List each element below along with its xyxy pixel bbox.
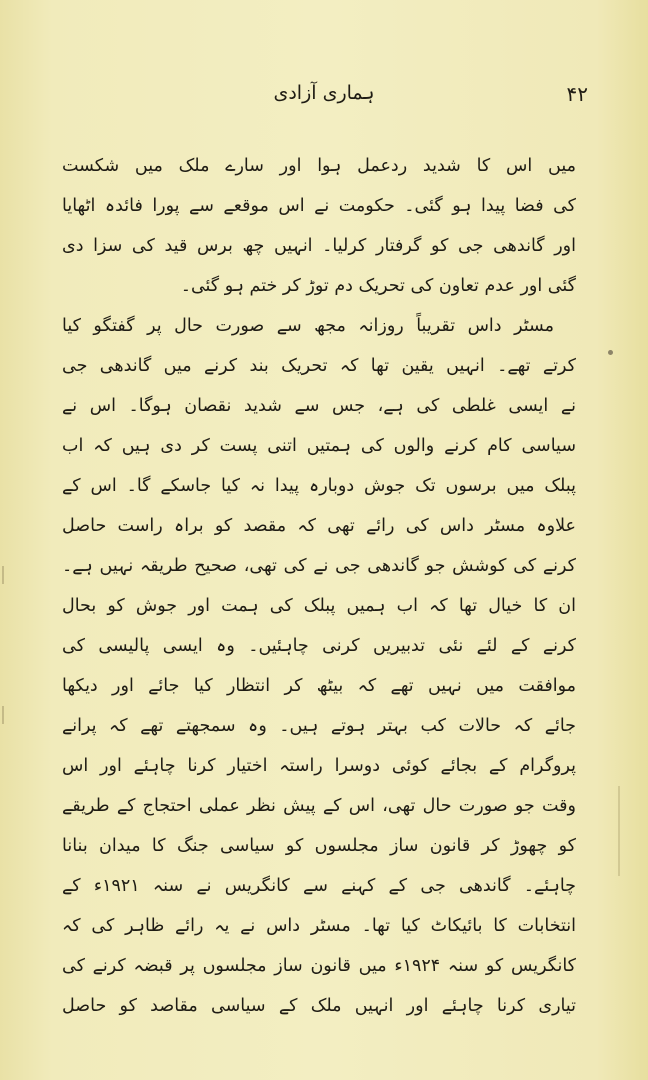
- text-line-15: جائے کہ حالات کب بہتر ہوتے ہیں۔ وہ سمجھتے تھے کہ پرانے: [62, 716, 576, 736]
- body-text: [62, 146, 576, 1026]
- text-line-7: نے ایسی غلطی کی ہے، جس سے شدید نقصان ہوگا۔ اس نے: [62, 396, 576, 416]
- text-line-18: کو چھوڑ کر قانون ساز مجلسوں کو سیاسی جنگ کا میدان بنانا: [62, 836, 576, 856]
- text-line-9: پبلک میں برسوں تک جوش دوبارہ پیدا نہ کیا جاسکے گا۔ اس کے: [62, 476, 576, 496]
- margin-pencil-mark: [618, 786, 620, 876]
- binding-hole-mark: [2, 566, 14, 584]
- text-line-16: پروگرام کے بجائے کوئی دوسرا راستہ اختیار کرنا چاہئے اور اس: [62, 756, 576, 776]
- text-line-6: کرتے تھے۔ انہیں یقین تھا کہ تحریک بند کرنے میں گاندھی جی: [62, 356, 576, 376]
- page-number: ۴۲: [566, 82, 588, 106]
- text-line-11: کرنے کی کوشش جو گاندھی جی نے کی تھی، صحیح طریقہ نہیں ہے۔: [62, 556, 576, 576]
- margin-spot: [608, 350, 613, 355]
- text-line-21: کانگریس کو سنہ ۱۹۲۴ء میں قانون ساز مجلسوں پر قبضہ کرنے کی: [62, 956, 576, 976]
- text-line-19: چاہئے۔ گاندھی جی کے کہنے سے کانگریس نے سنہ ۱۹۲۱ء کے: [62, 876, 576, 896]
- text-line-17: وقت جو صورت حال تھی، اس کے پیش نظر عملی احتجاج کے طریقے: [62, 796, 576, 816]
- text-line-4: گئی اور عدم تعاون کی تحریک دم توڑ کر ختم ہو گئی۔: [180, 276, 576, 296]
- text-line-10: علاوہ مسٹر داس کی رائے تھی کہ مقصد کو براہ راست حاصل: [62, 516, 576, 536]
- text-line-2: کی فضا پیدا ہو گئی۔ حکومت نے اس موقعے سے پورا فائدہ اٹھایا: [62, 196, 576, 216]
- binding-hole-mark: [2, 706, 14, 724]
- text-line-22: تیاری کرنا چاہئے اور انہیں ملک کے سیاسی مقاصد کو حاصل: [62, 996, 576, 1016]
- text-line-5: مسٹر داس تقریباً روزانہ مجھ سے صورت حال پر گفتگو کیا: [62, 316, 554, 336]
- text-line-3: اور گاندھی جی کو گرفتار کرلیا۔ انہیں چھ برس قید کی سزا دی: [62, 236, 576, 256]
- text-line-12: ان کا خیال تھا کہ اب ہمیں پبلک کی ہمت اور جوش کو بحال: [62, 596, 576, 616]
- text-line-1: میں اس کا شدید ردعمل ہوا اور سارے ملک میں شکست: [62, 156, 576, 176]
- text-line-14: موافقت میں نہیں تھے کہ بیٹھ کر انتظار کیا جائے اور دیکھا: [62, 676, 576, 696]
- text-line-13: کرنے کے لئے نئی تدبیریں کرنی چاہئیں۔ وہ ایسی پالیسی کی: [62, 636, 576, 656]
- running-title: ہماری آزادی: [273, 82, 375, 104]
- text-line-8: سیاسی کام کرنے والوں کی ہمتیں اتنی پست کر دی ہیں کہ اب: [62, 436, 576, 456]
- page-header: [60, 82, 588, 116]
- text-line-20: انتخابات کا بائیکاٹ کیا تھا۔ مسٹر داس نے یہ رائے ظاہر کی کہ: [62, 916, 576, 936]
